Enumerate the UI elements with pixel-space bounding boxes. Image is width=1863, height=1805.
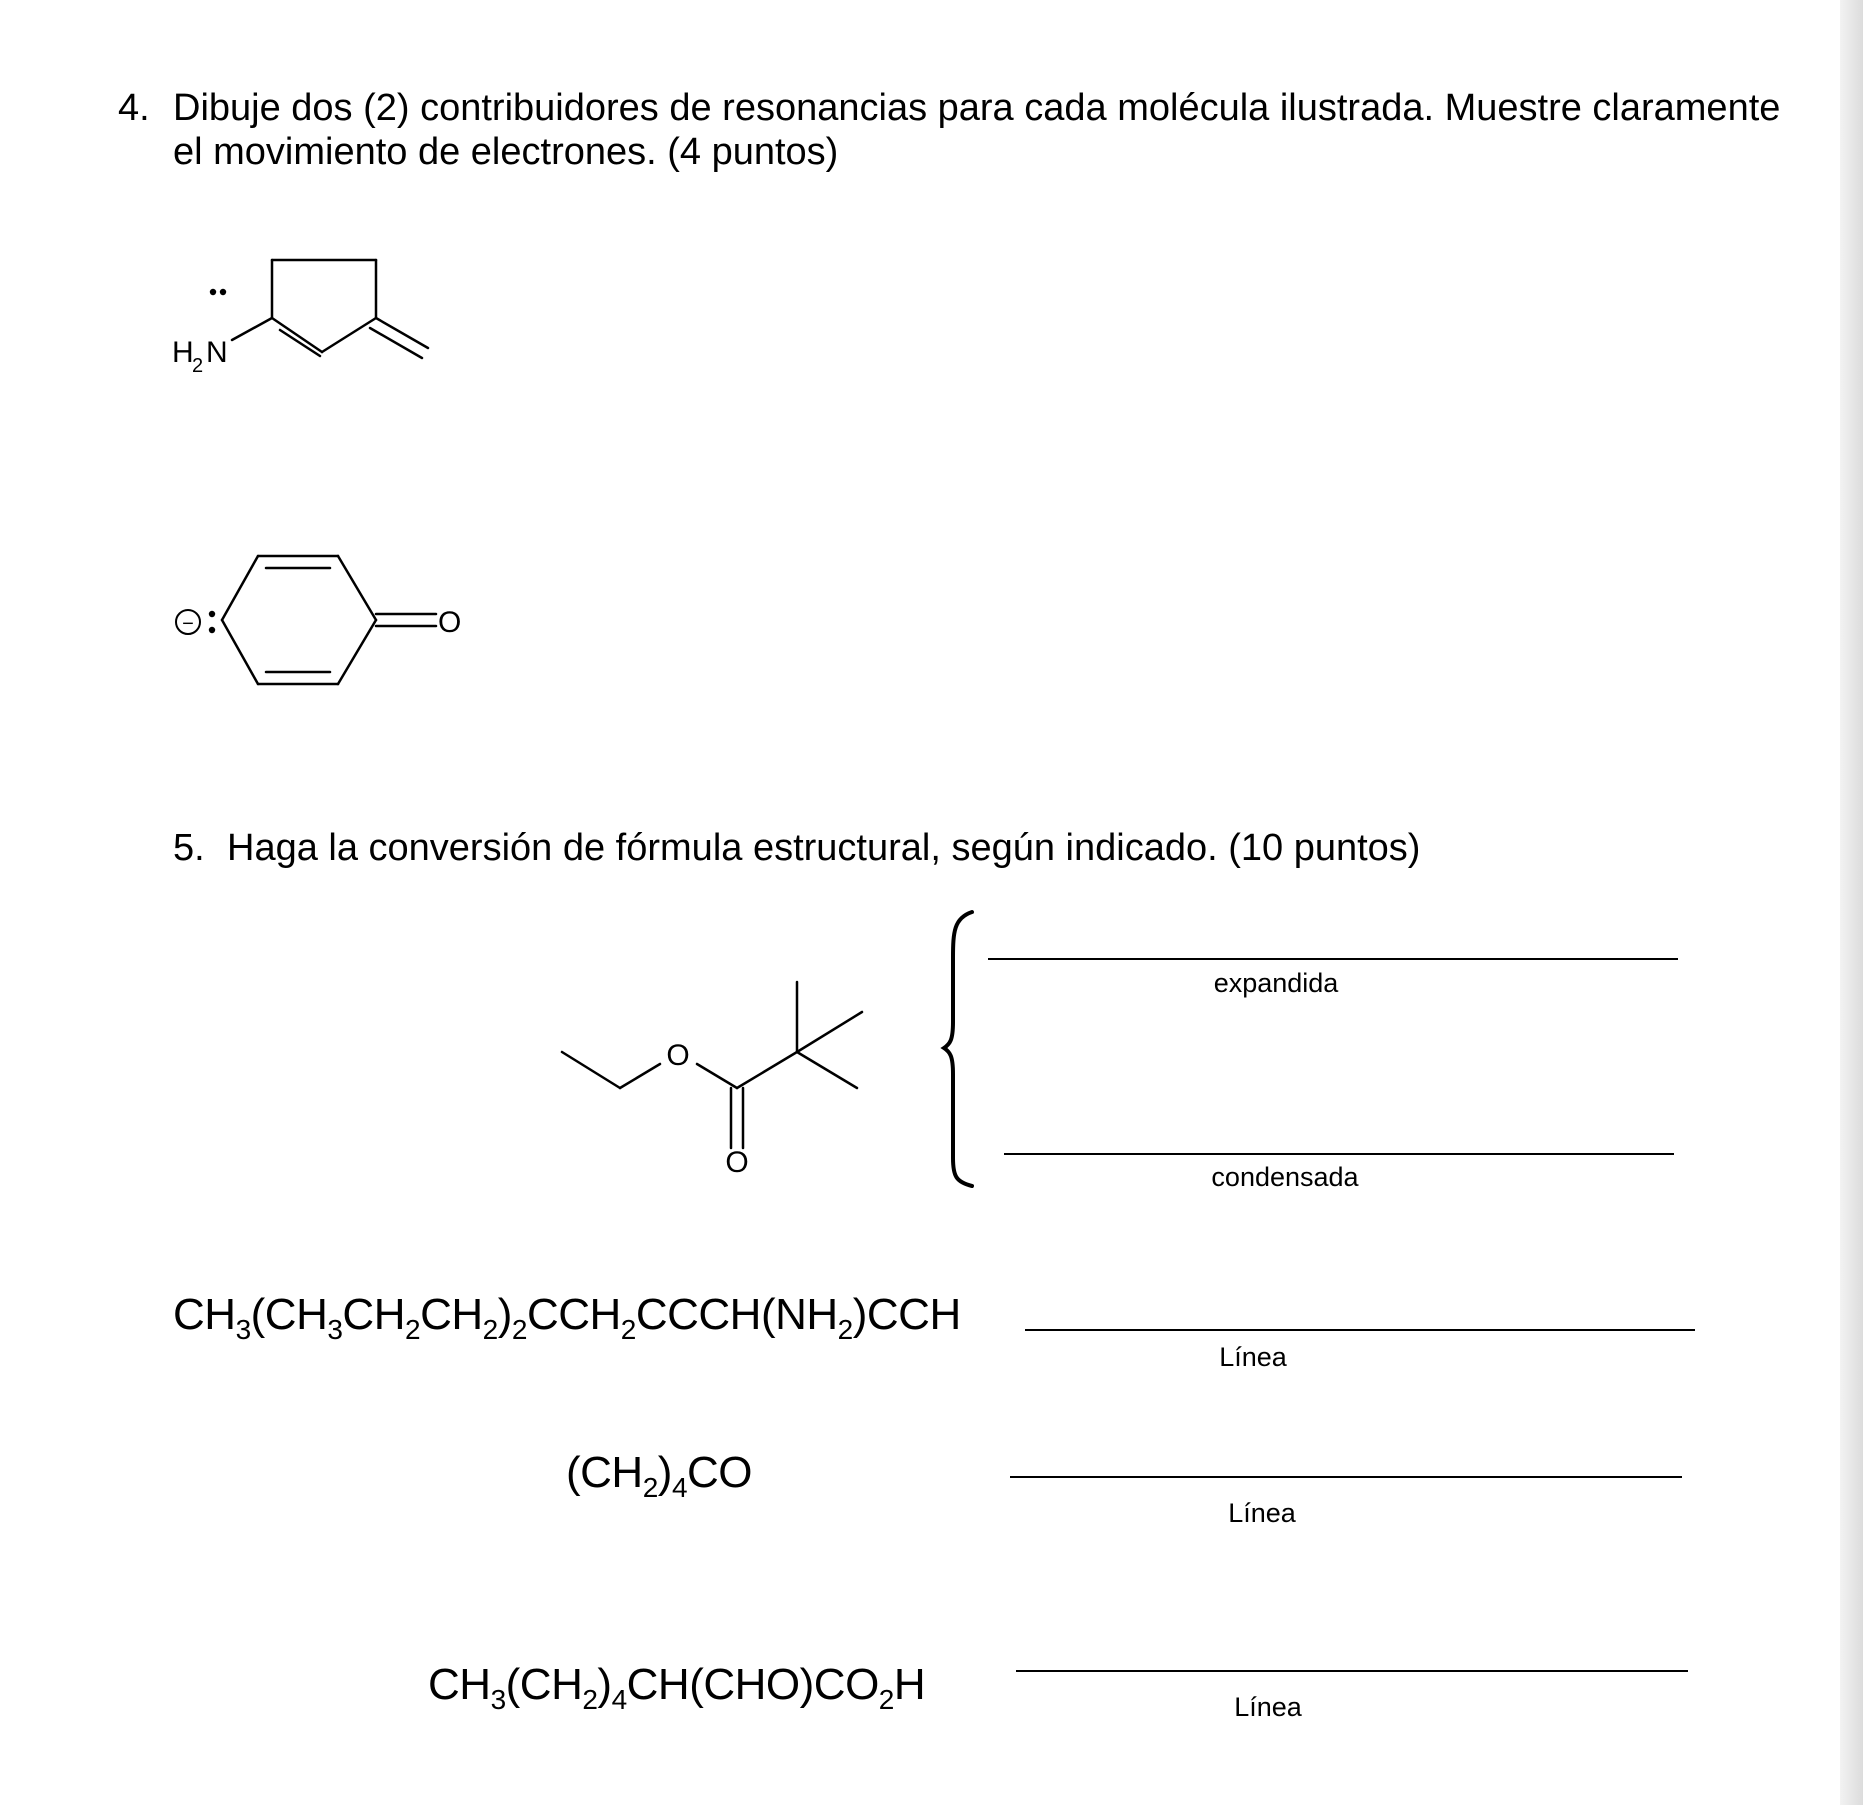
formula-2: $(CH_2)_4CO$ [566, 1448, 753, 1503]
answer-line-linea-1[interactable] [1025, 1329, 1695, 1331]
answer-line-expandida[interactable] [988, 958, 1678, 960]
question-5-number: 5. [173, 827, 205, 869]
answer-line-linea-2[interactable] [1010, 1476, 1682, 1478]
carbonyl-oxygen-label: O [438, 606, 462, 639]
question-5-text: Haga la conversión de fórmula estructural, según indicado. (10 puntos) [227, 827, 1421, 869]
page-edge [1840, 0, 1863, 1805]
molecule-cyclohexadienone-anion [160, 540, 480, 700]
label-linea-3: Línea [1234, 1692, 1302, 1722]
molecule-ethyl-pivalate [540, 960, 880, 1190]
curly-brace [930, 905, 1000, 1195]
amine-subscript: 2 [192, 355, 204, 377]
molecule-aminocyclopentene [160, 240, 480, 390]
question-4-text-line2: el movimiento de electrones. (4 puntos) [173, 131, 839, 173]
negative-charge-symbol: − [182, 613, 194, 635]
formula-3: $CH_3(CH_2)_4CH(CHO)CO_2H$ [428, 1660, 926, 1715]
answer-line-condensada[interactable] [1004, 1153, 1674, 1155]
answer-line-linea-3[interactable] [1016, 1670, 1688, 1672]
formula-1: $CH_3(CH_3CH_2CH_2)_2CCH_2CCCH(NH_2)CCH$ [173, 1290, 961, 1345]
question-4-text-line1: Dibuje dos (2) contribuidores de resonancias para cada molécula ilustrada. Muestre claramente [173, 87, 1781, 129]
label-linea-1: Línea [1219, 1342, 1287, 1372]
label-condensada: condensada [1211, 1162, 1359, 1192]
ester-carbonyl-oxygen: O [725, 1146, 749, 1179]
question-4-number: 4. [118, 87, 150, 129]
label-expandida: expandida [1213, 968, 1339, 998]
amine-n-label: N [206, 336, 228, 369]
label-linea-2: Línea [1228, 1498, 1296, 1528]
ester-ether-oxygen: O [666, 1039, 690, 1072]
amine-h-label: H [172, 336, 194, 369]
